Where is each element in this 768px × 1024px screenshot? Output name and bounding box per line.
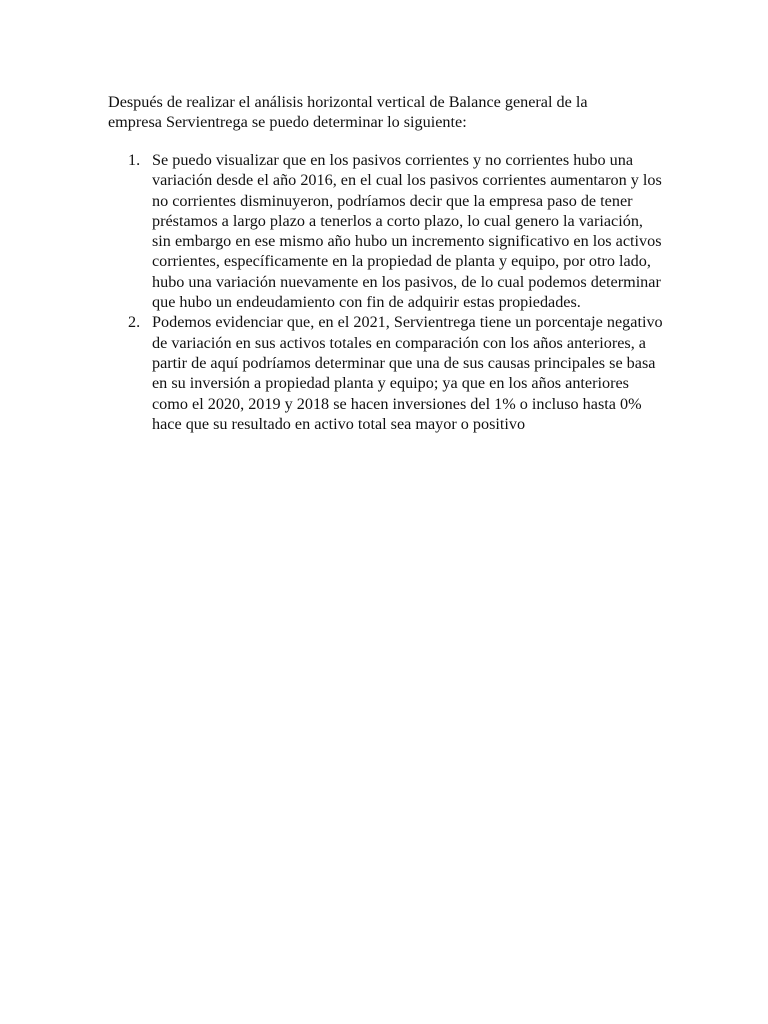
intro-paragraph: Después de realizar el análisis horizontal vertical de Balance general de la empresa Servientrega se puedo determinar lo siguiente: [108,93,588,132]
list-item [108,150,663,312]
list-item [108,312,663,434]
numbered-list [108,150,663,434]
list-item-number: 1. [128,151,141,169]
list-item-text: Podemos evidenciar que, en el 2021, Servientrega tiene un porcentaje negativo de variación en sus activos totales en comparación con los años anteriores, a partir de aquí podríamos determinar que una de sus causas principales se basa en su inversión a propiedad planta y equipo; ya que en los años anteriores como el 2020, 2019 y 2018 se hacen inversiones del 1% o incluso hasta 0% hace que su resultado en activo total sea mayor o positivo [152,313,663,433]
list-item-text: Se puedo visualizar que en los pasivos corrientes y no corrientes hubo una variación desde el año 2016, en el cual los pasivos corrientes aumentaron y los no corrientes disminuyeron, podríamos decir que la empresa paso de tener préstamos a largo plazo a tenerlos a corto plazo, lo cual genero la variación, sin embargo en ese mismo año hubo un incremento significativo en los activos corrientes, específicamente en la propiedad de planta y equipo, por otro lado, hubo una variación nuevamente en los pasivos, de lo cual podemos determinar que hubo un endeudamiento con fin de adquirir estas propiedades. [152,151,662,312]
list-item-number: 2. [128,313,141,332]
